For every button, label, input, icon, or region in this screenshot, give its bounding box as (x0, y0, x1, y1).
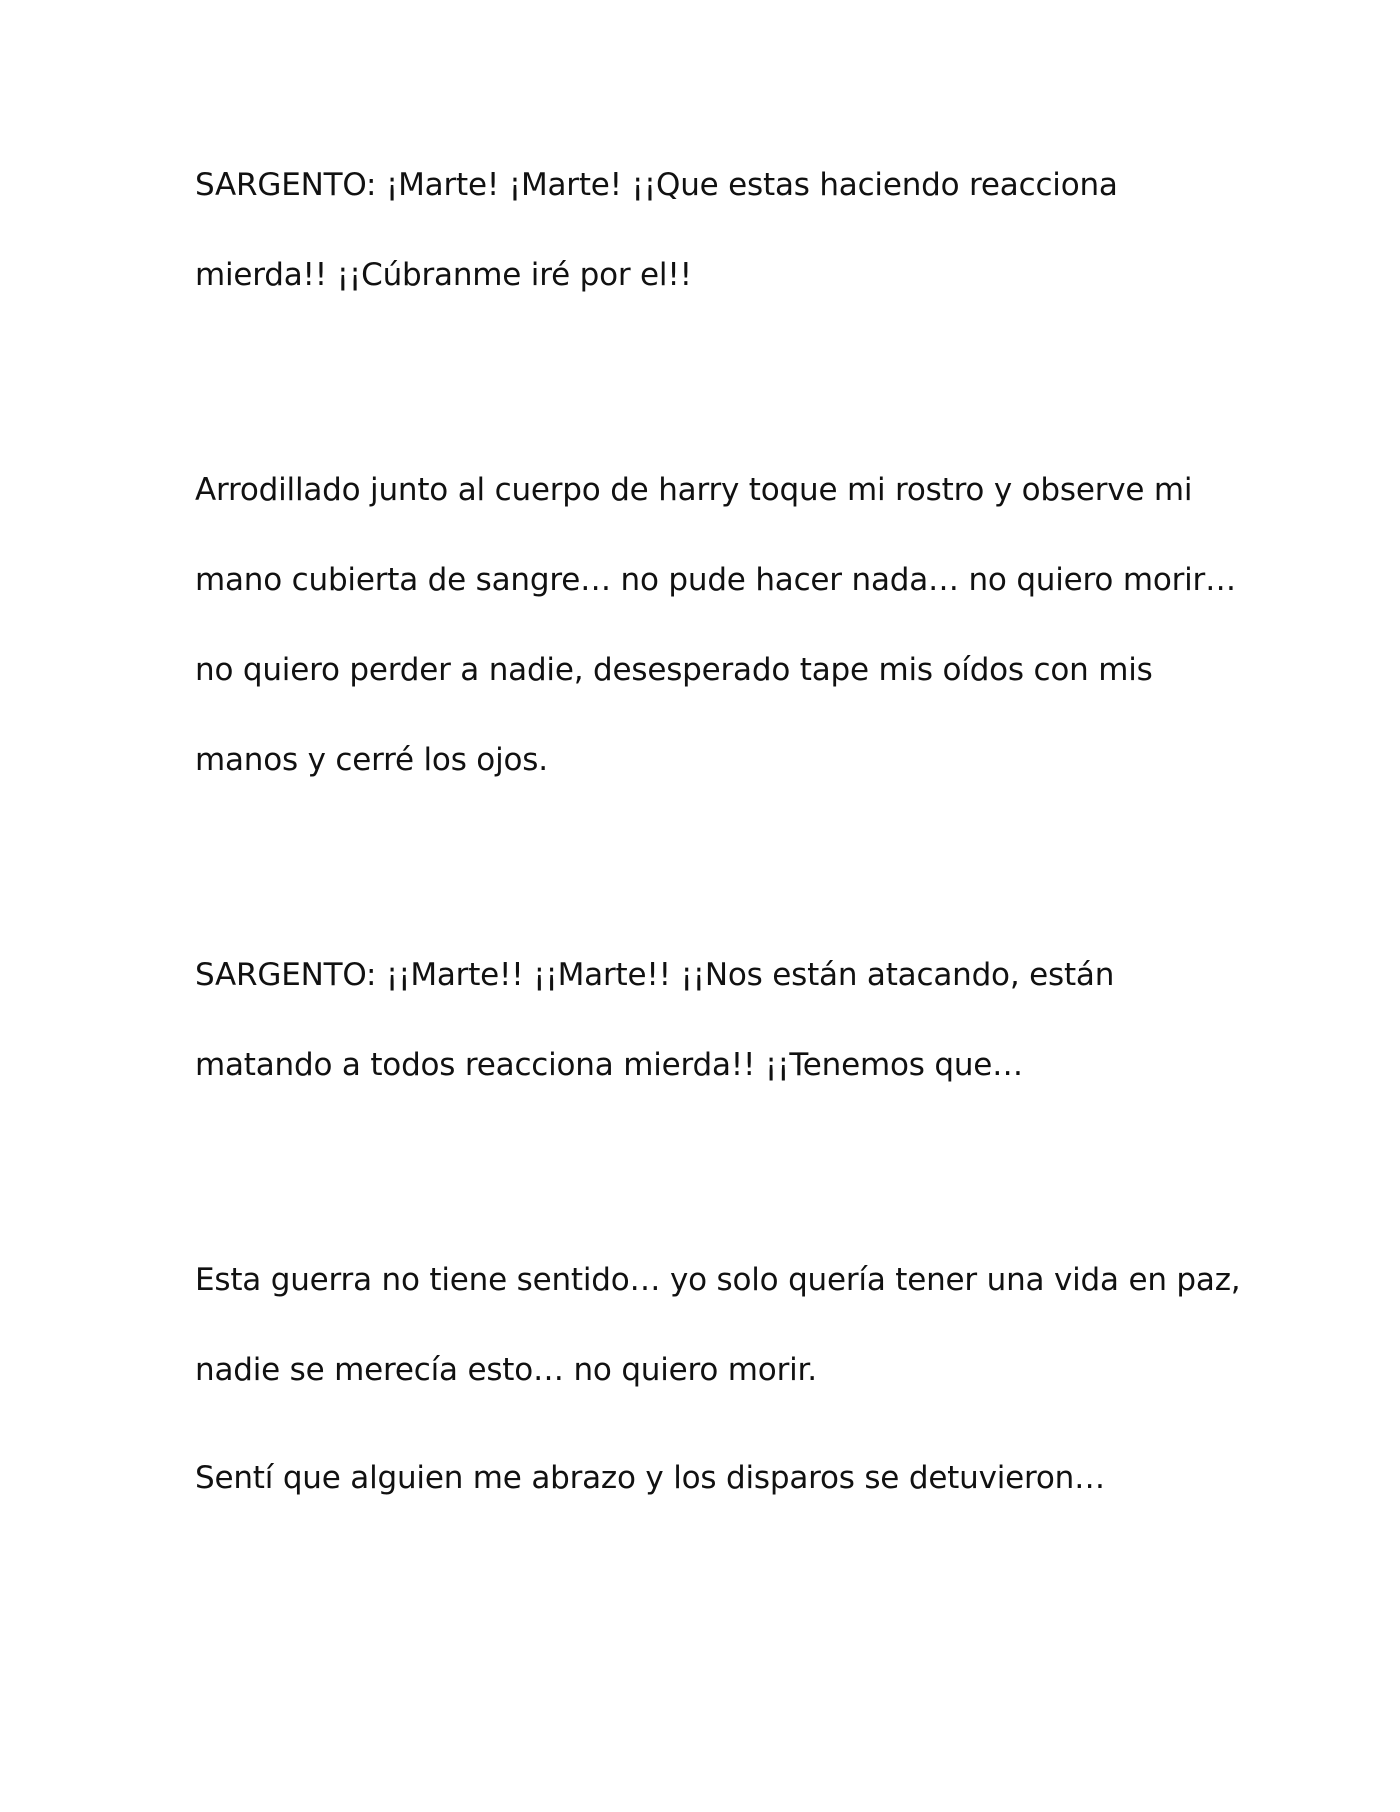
paragraph-line: manos y cerré los ojos. (195, 742, 548, 778)
paragraph-line: SARGENTO: ¡Marte! ¡Marte! ¡¡Que estas haciendo reacciona (195, 167, 1118, 203)
paragraph-line: mano cubierta de sangre… no pude hacer nada… no quiero morir… (195, 562, 1236, 598)
paragraph-line: Esta guerra no tiene sentido… yo solo quería tener una vida en paz, (195, 1262, 1241, 1298)
paragraph-line: nadie se merecía esto… no quiero morir. (195, 1352, 817, 1388)
paragraph-line: matando a todos reacciona mierda!! ¡¡Tenemos que… (195, 1047, 1023, 1083)
paragraph-line: SARGENTO: ¡¡Marte!! ¡¡Marte!! ¡¡Nos están atacando, están (195, 957, 1115, 993)
paragraph-line: no quiero perder a nadie, desesperado tape mis oídos con mis (195, 652, 1153, 688)
paragraph-line: mierda!! ¡¡Cúbranme iré por el!! (195, 257, 692, 293)
paragraph-line: Sentí que alguien me abrazo y los disparos se detuvieron… (195, 1460, 1105, 1496)
paragraph-line: Arrodillado junto al cuerpo de harry toque mi rostro y observe mi (195, 472, 1193, 508)
